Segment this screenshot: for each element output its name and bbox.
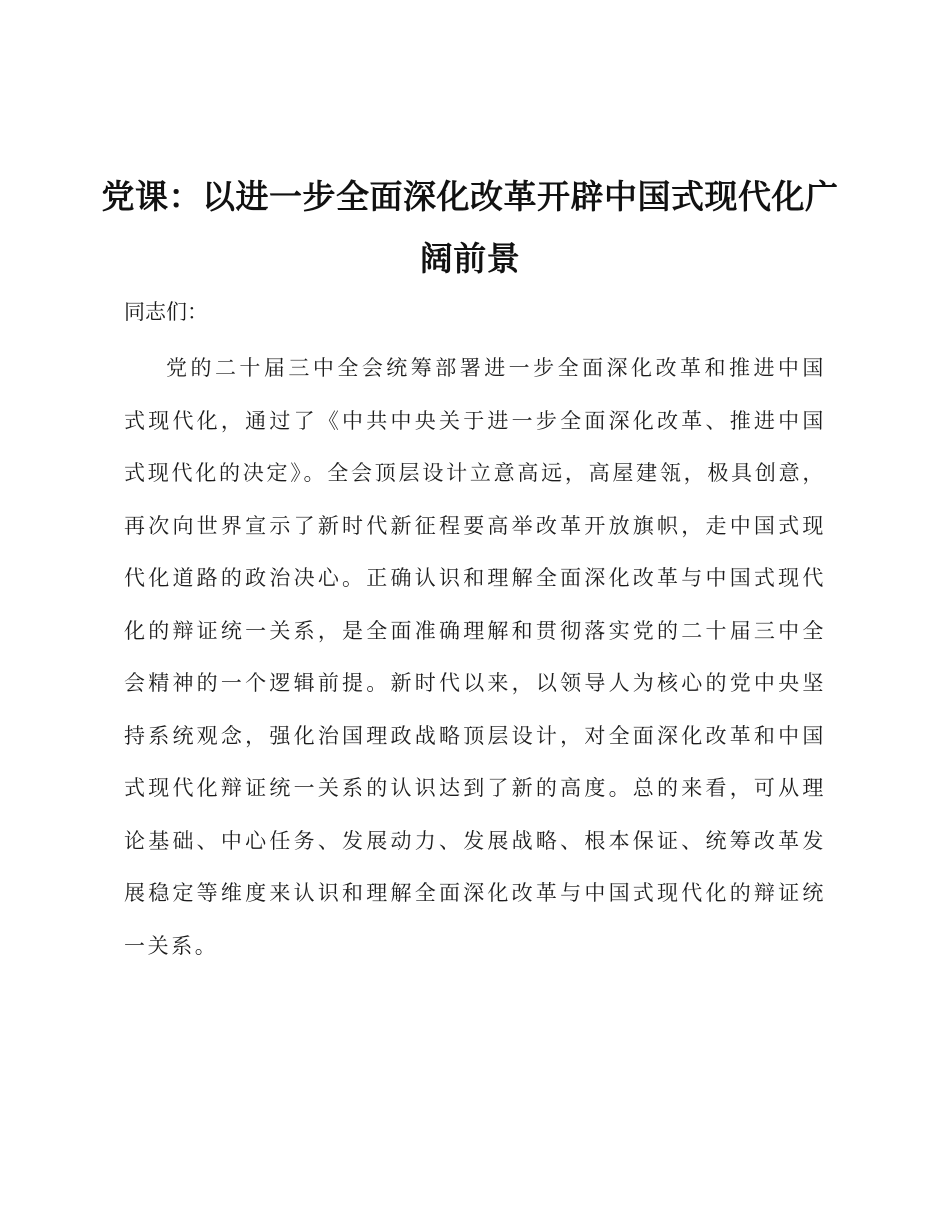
salutation: 同志们：: [124, 300, 208, 324]
body-paragraph: 党的二十届三中全会统筹部署进一步全面深化改革和推进中国式现代化，通过了《中共中央关于进一步全面深化改革、推进中国式现代化的决定》。全会顶层设计立意高远，高屋建瓴，极具创意，再次向世界宣示了新时代新征程要高举改革开放旗帜，走中国式现代化道路的政治决心。正确认识和理解全面深化改革与中国式现代化的辩证统一关系，是全面准确理解和贯彻落实党的二十届三中全会精神的一个逻辑前提。新时代以来，以领导人为核心的党中央坚持系统观念，强化治国理政战略顶层设计，对全面深化改革和中国式现代化辩证统一关系的认识达到了新的高度。总的来看，可从理论基础、中心任务、发展动力、发展战略、根本保证、统筹改革发展稳定等维度来认识和理解全面深化改革与中国式现代化的辩证统一关系。: [124, 356, 826, 958]
document-title: 党课：以进一步全面深化改革开辟中国式现代化广阔前景: [101, 177, 839, 278]
